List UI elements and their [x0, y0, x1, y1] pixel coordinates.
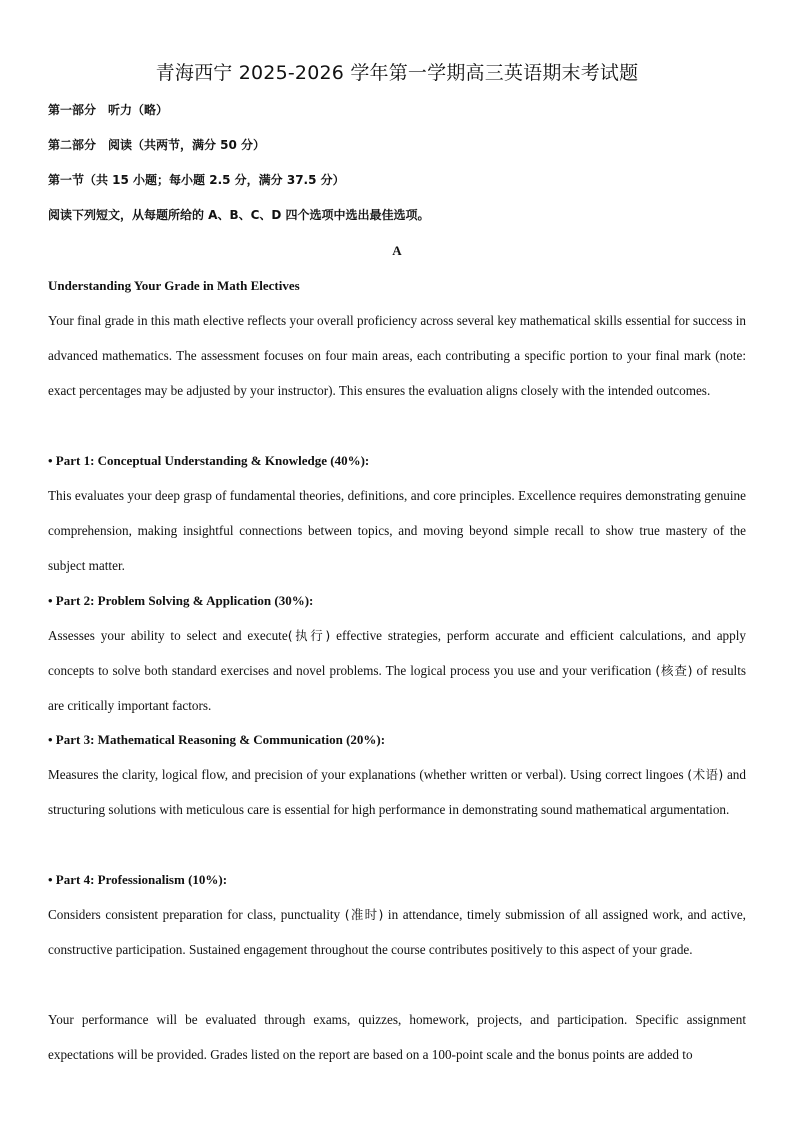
part-2-text-a: Assesses your ability to select and execute: [48, 628, 288, 643]
part-4-body: [48, 897, 746, 967]
section-one-heading: 第一部分 听力（略）: [48, 103, 169, 117]
part-1-heading: • Part 1: Conceptual Understanding & Knowledge (40%):: [48, 453, 370, 468]
part-4-gloss-punctual: (准时): [344, 907, 384, 922]
part-1-body: [48, 478, 746, 583]
part-4-heading: • Part 4: Professionalism (10%):: [48, 872, 228, 887]
closing-paragraph: Your performance will be evaluated through exams, quizzes, homework, projects, and participation. Specific assignment expectations will be provided. Grades listed on the report are based on a 100-point scale and the bonus points are added to: [48, 1012, 746, 1062]
part-3-text-a: Measures the clarity, logical flow, and precision of your explanations (whether written or verbal). Using correct lingoes: [48, 767, 688, 782]
part-2-gloss-verify: (核查): [655, 663, 693, 678]
part-3-gloss-terms: (术语): [687, 767, 724, 782]
part-2-heading: • Part 2: Problem Solving & Application (30%):: [48, 593, 314, 608]
part-2-text-c: of results are critically important factors.: [48, 663, 746, 713]
part-2-body: [48, 618, 746, 723]
passage-letter: A: [392, 243, 402, 258]
part-one-heading: 第一节（共 15 小题；每小题 2.5 分，满分 37.5 分）: [48, 173, 345, 187]
part-3-body: [48, 757, 746, 827]
part-4-text-b: in attendance, timely submission of all assigned work, and active, constructive participation. Sustained engagement throughout the course contributes positively to this aspect of your grade.: [48, 907, 746, 957]
part-1-text: This evaluates your deep grasp of fundamental theories, definitions, and core principles. Excellence requires demonstrating genuine comprehension, making insightful connections between topics, and moving beyond simple recall to show true mastery of the subject matter.: [48, 488, 746, 573]
part-3-text-b: and structuring solutions with meticulous care is essential for high performance in demonstrating sound mathematical argumentation.: [48, 767, 746, 817]
part-2-gloss-execute: (执行): [287, 628, 331, 643]
instruction-text: 阅读下列短文，从每题所给的 A、B、C、D 四个选项中选出最佳选项。: [48, 208, 430, 222]
part-2-text-b: effective strategies, perform accurate and efficient calculations, and apply concepts to solve both standard exercises and novel problems. The logical process you use and your verification: [48, 628, 746, 678]
intro-paragraph: Your final grade in this math elective reflects your overall proficiency across several key mathematical skills essential for success in advanced mathematics. The assessment focuses on four main areas, each contributing a specific portion to your final mark (note: exact percentages may be adjusted by your instructor). This ensures the evaluation aligns closely with the intended outcomes.: [48, 313, 746, 398]
page-title: 青海西宁 2025-2026 学年第一学期高三英语期末考试题: [155, 62, 639, 84]
section-two-heading: 第二部分 阅读（共两节，满分 50 分）: [48, 138, 266, 152]
part-4-text-a: Considers consistent preparation for class, punctuality: [48, 907, 345, 922]
part-3-heading: • Part 3: Mathematical Reasoning & Communication (20%):: [48, 732, 386, 747]
passage-title: Understanding Your Grade in Math Electives: [48, 278, 300, 293]
